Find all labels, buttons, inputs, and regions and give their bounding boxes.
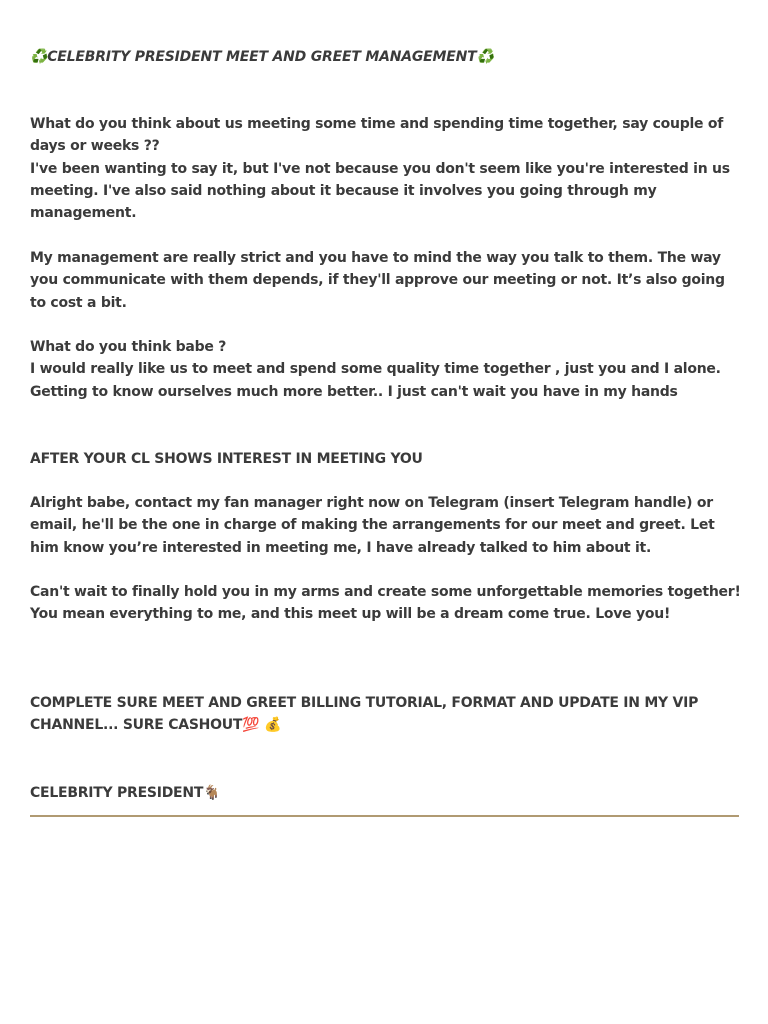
document-title: ♻️CELEBRITY PRESIDENT MEET AND GREET MANAGEMENT♻️ bbox=[30, 49, 494, 65]
paragraph-line: My management are really strict and you have to mind the way you talk to them. The way you communicate with them depends, if they'll approve our meeting or not. It’s also going to cost a bit. bbox=[30, 250, 725, 311]
section-heading-after-interest bbox=[30, 448, 742, 470]
heading-line: AFTER YOUR CL SHOWS INTEREST IN MEETING YOU bbox=[30, 451, 423, 467]
paragraph-line: What do you think babe ? bbox=[30, 339, 227, 355]
paragraph-meeting-proposal bbox=[30, 113, 742, 224]
paragraph-line: COMPLETE SURE MEET AND GREET BILLING TUTORIAL, FORMAT AND UPDATE IN MY VIP CHANNEL... SURE CASHOUT💯 💰 bbox=[30, 695, 699, 734]
paragraph-management-strict bbox=[30, 247, 742, 314]
paragraph-line: What do you think about us meeting some time and spending time together, say couple of days or weeks ?? bbox=[30, 116, 724, 155]
paragraph-what-do-you-think bbox=[30, 336, 742, 403]
signature-celebrity-president bbox=[30, 782, 742, 804]
signature-line: CELEBRITY PRESIDENT🐐 bbox=[30, 785, 221, 801]
horizontal-divider bbox=[30, 815, 739, 817]
paragraph-line: Can't wait to finally hold you in my arms and create some unforgettable memories together! You mean everything to me, and this meet up will be a dream come true. Love you! bbox=[30, 584, 741, 623]
paragraph-contact-manager bbox=[30, 492, 742, 559]
paragraph-billing-tutorial bbox=[30, 692, 742, 737]
paragraph-line: Alright babe, contact my fan manager right now on Telegram (insert Telegram handle) or email, he'll be the one in charge of making the arrangements for our meet and greet. Let him know you’re interested in meeting me, I have already talked to him about it. bbox=[30, 495, 715, 556]
paragraph-cant-wait bbox=[30, 581, 742, 626]
paragraph-line: I've been wanting to say it, but I've not because you don't seem like you're interested in us meeting. I've also said nothing about it because it involves you going through my management. bbox=[30, 160, 730, 222]
paragraph-line: I would really like us to meet and spend some quality time together , just you and I alone. Getting to know ourselves much more better.. I just can't wait you have in my hands bbox=[30, 361, 721, 400]
